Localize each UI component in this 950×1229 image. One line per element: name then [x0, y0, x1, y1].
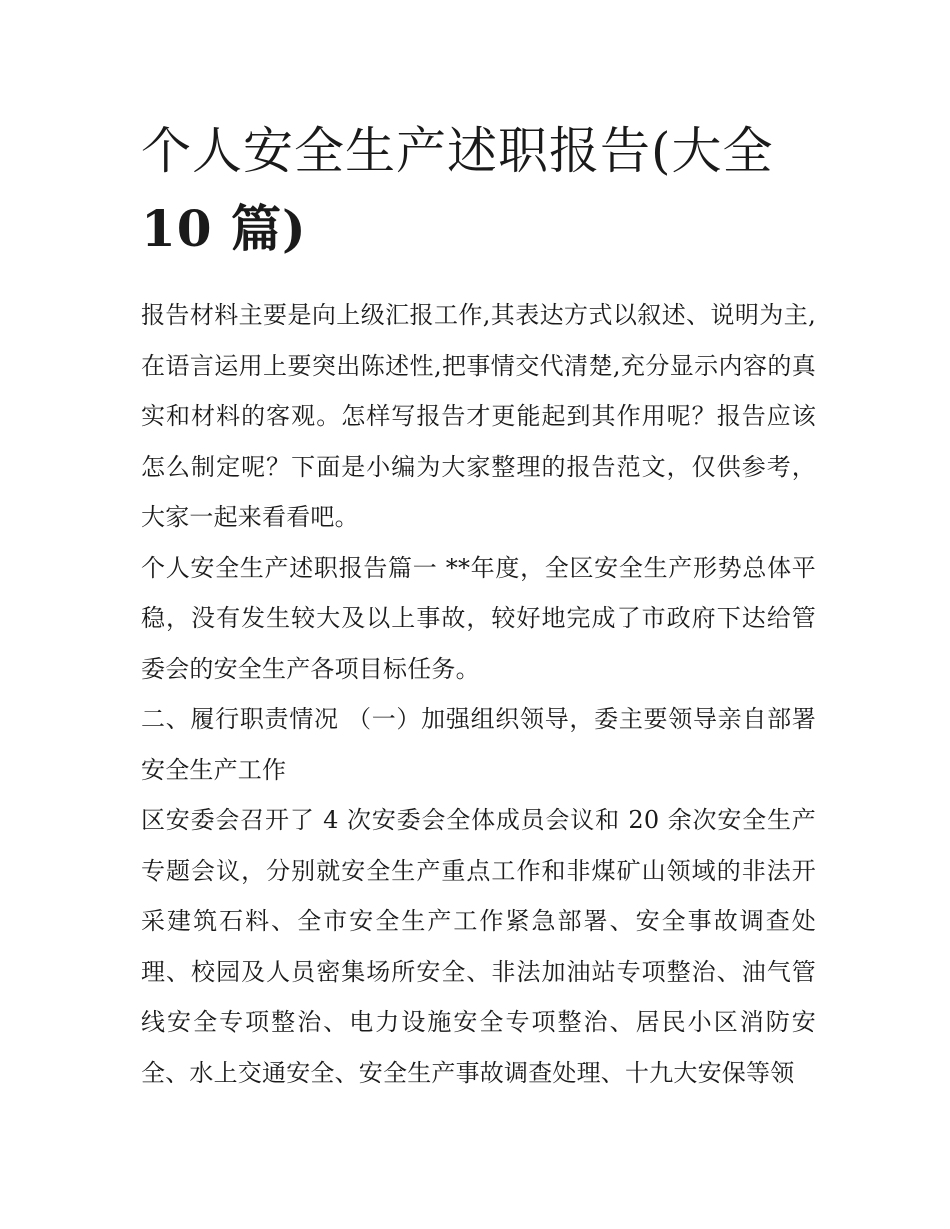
- paragraph-3: 区安委会召开了 4 次安委会全体成员会议和 20 余次安全生产专题会议，分别就安全生产重点工作和非煤矿山领域的非法开采建筑石料、全市安全生产工作紧急部署、安全事故调查处理、校园及人员密集场所安全、非法加油站专项整治、油气管线安全专项整治、电力设施安全专项整治、居民小区消防安全、水上交通安全、安全生产事故调查处理、十九大安保等领: [141, 806, 816, 1087]
- document-page: [141, 112, 816, 1098]
- title-line-2: 10 篇): [141, 199, 307, 258]
- paragraph-1: 个人安全生产述职报告篇一 **年度，全区安全生产形势总体平稳，没有发生较大及以上事故，较好地完成了市政府下达给管委会的安全生产各项目标任务。: [141, 553, 816, 683]
- document-body: [141, 290, 816, 1098]
- document-title: [141, 112, 816, 268]
- title-line-1: 个人安全生产述职报告(大全: [141, 122, 774, 180]
- paragraph-2: 二、履行职责情况 （一）加强组织领导，委主要领导亲自部署安全生产工作: [141, 705, 816, 784]
- paragraph-intro: 报告材料主要是向上级汇报工作,其表达方式以叙述、说明为主,在语言运用上要突出陈述性,把事情交代清楚,充分显示内容的真实和材料的客观。怎样写报告才更能起到其作用呢？报告应该怎么制定呢？下面是小编为大家整理的报告范文，仅供参考，大家一起来看看吧。: [141, 301, 816, 531]
